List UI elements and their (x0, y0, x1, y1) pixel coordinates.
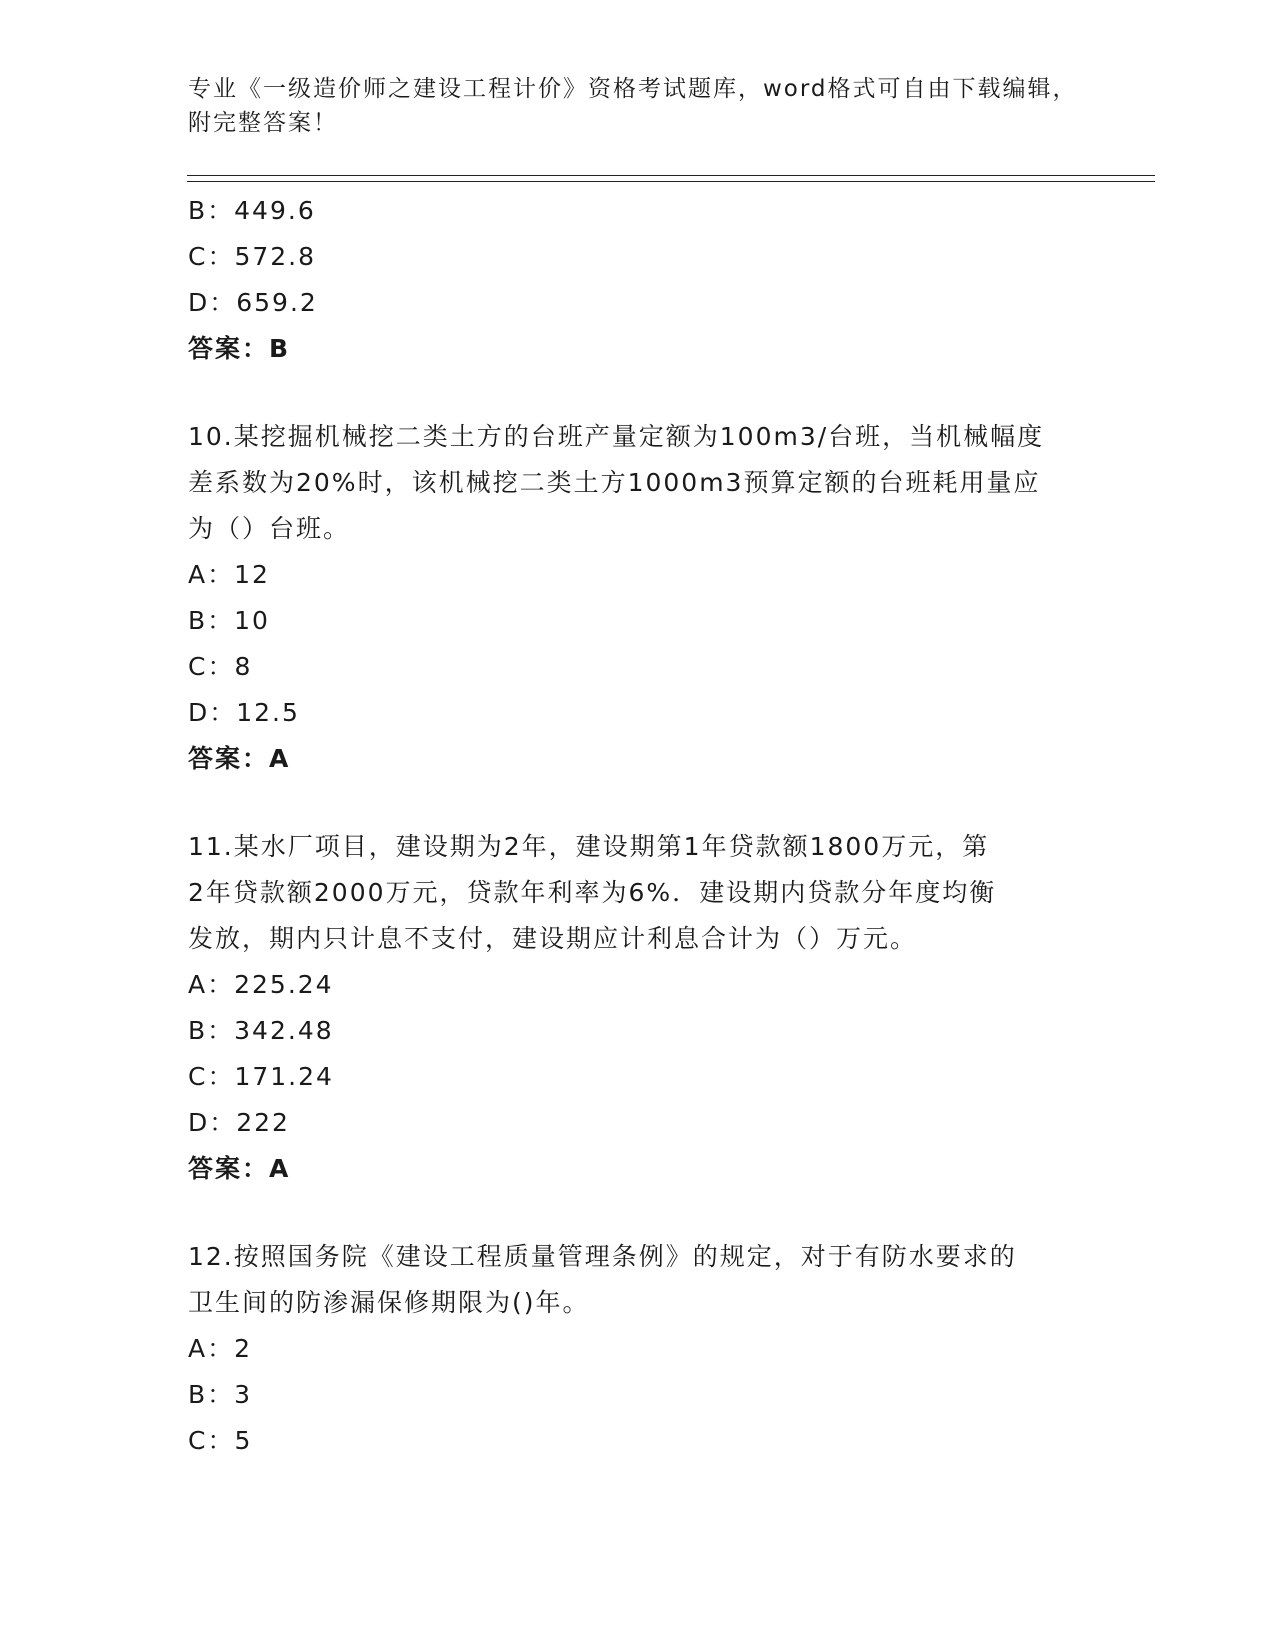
header-rule-bottom (187, 181, 1155, 182)
question-text-line: 发放，期内只计息不支付，建设期应计利息合计为（）万元。 (188, 924, 918, 953)
answer-line: 答案：A (188, 1154, 291, 1183)
option-d: D：12.5 (188, 698, 300, 727)
question-text-line: 为（）台班。 (188, 514, 351, 543)
header-line-2: 附完整答案！ (188, 110, 338, 136)
header-line-1: 专业《一级造价师之建设工程计价》资格考试题库，word格式可自由下载编辑， (188, 76, 1078, 102)
question-text-line: 卫生间的防渗漏保修期限为()年。 (188, 1288, 590, 1317)
question-text-line: 10.某挖掘机械挖二类土方的台班产量定额为100m3/台班，当机械幅度 (188, 422, 1045, 451)
option-a: A：2 (188, 1334, 253, 1363)
option-a: A：225.24 (188, 970, 334, 999)
question-content (188, 188, 1088, 1464)
question-11 (188, 824, 1088, 1192)
header-rule-top (187, 175, 1155, 176)
option-d: D：659.2 (188, 288, 318, 317)
question-10 (188, 414, 1088, 782)
prev-question-block (188, 188, 1088, 372)
option-c: C：171.24 (188, 1062, 334, 1091)
option-c: C：8 (188, 652, 253, 681)
answer-line: 答案：B (188, 334, 291, 363)
document-header (188, 72, 1088, 140)
question-text-line: 11.某水厂项目，建设期为2年，建设期第1年贷款额1800万元，第 (188, 832, 990, 861)
answer-line: 答案：A (188, 744, 291, 773)
option-c: C：572.8 (188, 242, 317, 271)
question-text-line: 2年贷款额2000万元，贷款年利率为6%．建设期内贷款分年度均衡 (188, 878, 997, 907)
question-12 (188, 1234, 1088, 1464)
option-b: B：342.48 (188, 1016, 334, 1045)
option-a: A：12 (188, 560, 270, 589)
question-text-line: 差系数为20%时，该机械挖二类土方1000m3预算定额的台班耗用量应 (188, 468, 1041, 497)
option-b: B：10 (188, 606, 270, 635)
option-b: B：3 (188, 1380, 253, 1409)
option-c: C：5 (188, 1426, 253, 1455)
option-b: B：449.6 (188, 196, 316, 225)
question-text-line: 12.按照国务院《建设工程质量管理条例》的规定，对于有防水要求的 (188, 1242, 1017, 1271)
option-d: D：222 (188, 1108, 290, 1137)
